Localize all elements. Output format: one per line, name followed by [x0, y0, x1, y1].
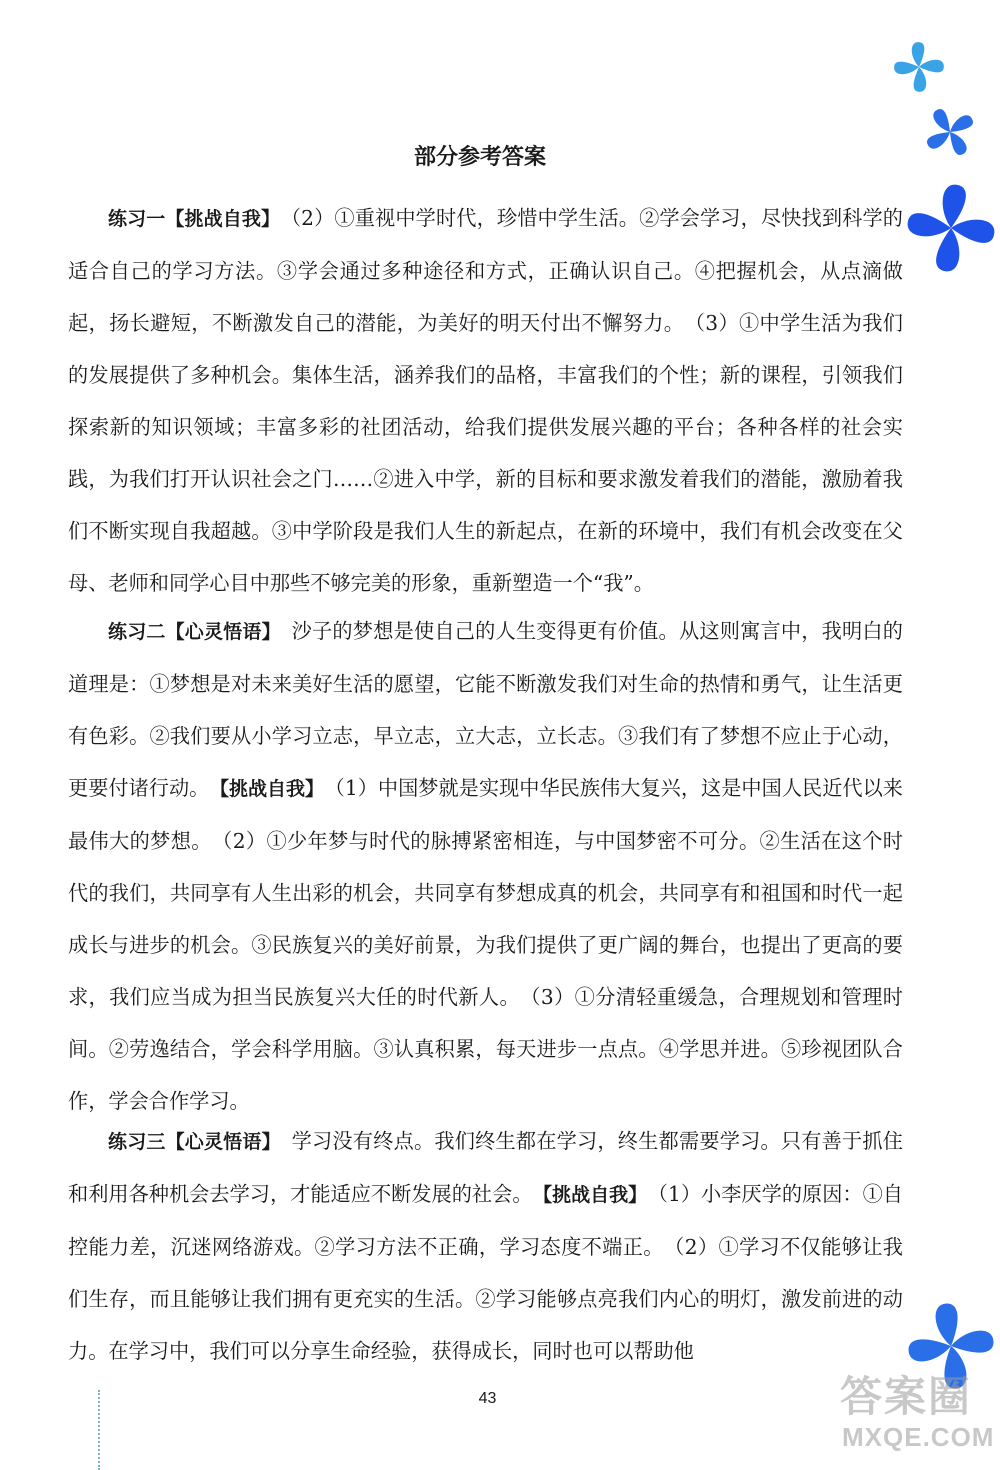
- answer-text: （1）小李厌学的原因：①自控能力差，沉迷网络游戏。②学习方法不正确，学习态度不端正。 （2）①学习不仅能够让我们生存，而且能够让我们拥有更充实的生活。②学习能够点亮我们内心的明灯，激发前进的动力。在学习中，我们可以分享生命经验，获得成长，同时也可以帮助他: [68, 1182, 903, 1363]
- watermark-url: MXQE.COM: [842, 1422, 995, 1452]
- page-title: 部分参考答案: [413, 145, 546, 170]
- exercise-label: 练习一【挑战自我】: [108, 208, 271, 230]
- answer-paragraph-2: [68, 605, 903, 1127]
- answer-text: （1）中国梦就是实现中华民族伟大复兴，这是中国人民近代以来最伟大的梦想。 （2）①少年梦与时代的脉搏紧密相连，与中国梦密不可分。②生活在这个时代的我们，共同享有人生出彩的机会，共同享有梦想成真的机会，共同享有和祖国和时代一起成长与进步的机会。③民族复兴的美好前景，为我们提供了更广阔的舞台，也提出了更高的要求，我们应当成为担当民族复兴大任的时代新人。 （3）①分清轻重缓急，合理规划和管理时间。②劳逸结合，学会科学用脑。③认真积累，每天进步一点点。④学思并进。⑤珍视团队合作，学会合作学习。: [68, 776, 903, 1113]
- clover-icon: [888, 36, 950, 98]
- answer-text: （2）①重视中学时代，珍惜中学生活。②学会学习，尽快找到科学的适合自己的学习方法。③学会通过多种途径和方式，正确认识自己。④把握机会，从点滴做起，扬长避短，不断激发自己的潜能，为美好的明天付出不懈努力。 （3）①中学生活为我们的发展提供了多种机会。集体生活，涵养我们的品格，丰富我们的个性；新的课程，引领我们探索新的知识领域；丰富多彩的社团活动，给我们提供发展兴趣的平台；各种各样的社会实践，为我们打开认识社会之门……②进入中学，新的目标和要求激发着我们的潜能，激励着我们不断实现自我超越。③中学阶段是我们人生的新起点，在新的环境中，我们有机会改变在父母、老师和同学心目中那些不够完美的形象，重新塑造一个“我”。: [68, 206, 903, 595]
- page-number: 43: [478, 1390, 497, 1407]
- section-label: 【挑战自我】: [219, 778, 315, 800]
- exercise-label: 练习三【心灵悟语】: [108, 1131, 272, 1153]
- answer-text: 学习没有终点。我们终生都在学习，终生都需要学习。只有善于抓住和利用各种机会去学习，才能适应不断发展的社会。: [68, 1129, 903, 1206]
- exercise-label: 练习二【心灵悟语】: [108, 621, 272, 643]
- answer-text: 沙子的梦想是使自己的人生变得更有价值。从这则寓言中，我明白的道理是：①梦想是对未来美好生活的愿望，它能不断激发我们对生命的热情和勇气，让生活更有色彩。②我们要从小学习立志，早立志，立大志，立长志。③我们有了梦想不应止于心动，更要付诸行动。: [68, 619, 903, 800]
- answer-paragraph-1: [68, 192, 903, 609]
- watermark-logo-text: 答案圈: [840, 1372, 973, 1421]
- section-label: 【挑战自我】: [542, 1184, 638, 1206]
- watermark: [836, 1356, 995, 1464]
- clover-icon: [902, 176, 1000, 280]
- answer-paragraph-3: [68, 1115, 903, 1377]
- margin-rule: [98, 1390, 100, 1470]
